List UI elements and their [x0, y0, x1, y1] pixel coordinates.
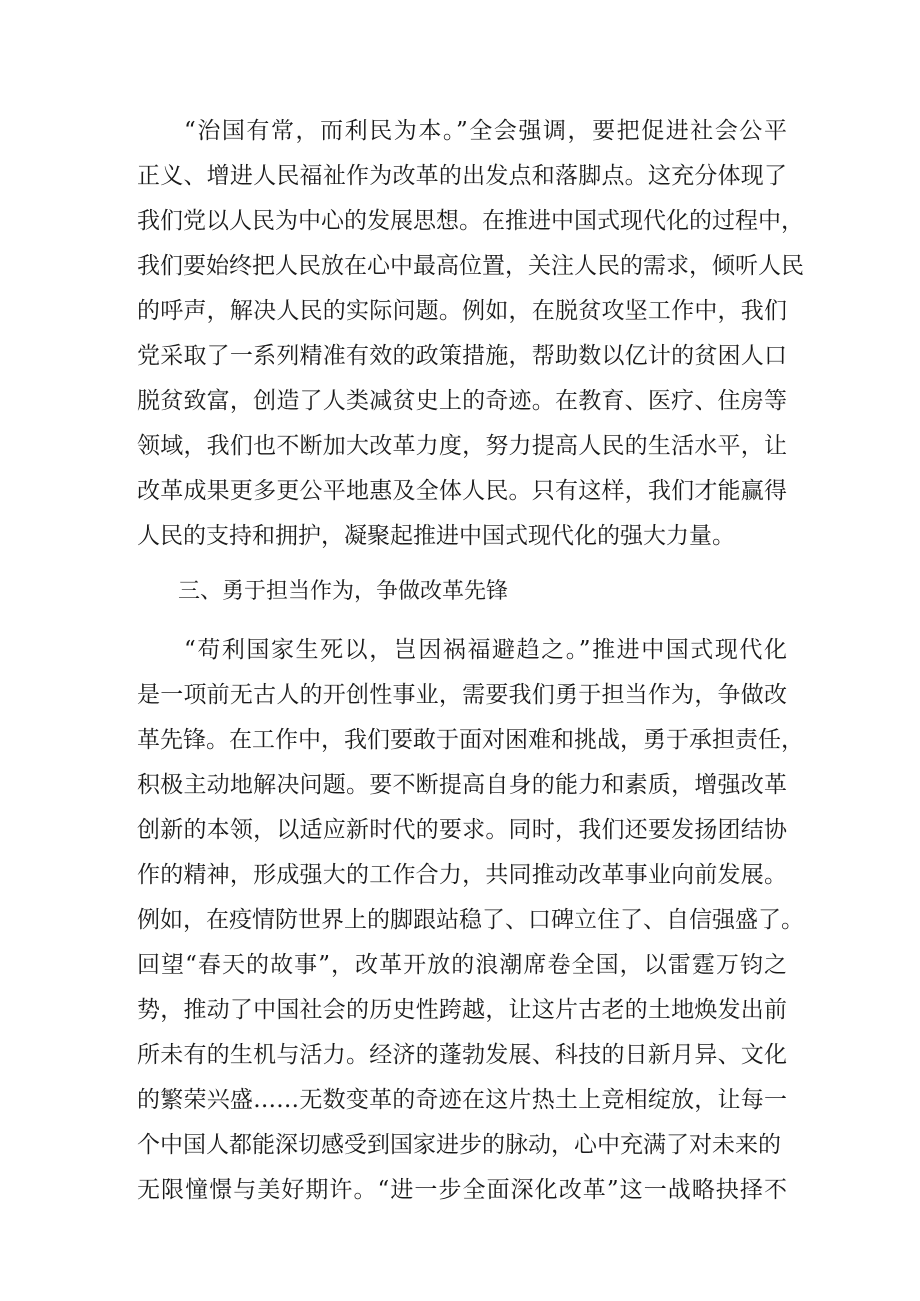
paragraph-line: 例如，在疫情防世界上的脚跟站稳了、口碑立住了、自信强盛了。	[137, 907, 804, 933]
paragraph-line: 脱贫致富，创造了人类减贫史上的奇迹。在教育、医疗、住房等	[137, 388, 787, 414]
paragraph-line: 领域，我们也不断加大改革力度，努力提高人民的生活水平，让	[137, 433, 787, 459]
paragraph-line: 人民的支持和拥护，凝聚起推进中国式现代化的强大力量。	[137, 523, 735, 549]
paragraph-line: 是一项前无古人的开创性事业，需要我们勇于担当作为，争做改	[137, 682, 787, 708]
paragraph-line: 势，推动了中国社会的历史性跨越，让这片古老的土地焕发出前	[137, 997, 787, 1023]
paragraph-line: 我们要始终把人民放在心中最高位置，关注人民的需求，倾听人民	[137, 253, 804, 279]
paragraph-line: “苟利国家生死以，岂因祸福避趋之。”推进中国式现代化	[184, 637, 787, 663]
paragraph-line: 无限憧憬与美好期许。“进一步全面深化改革”这一战略抉择不	[137, 1177, 787, 1203]
section-heading: 三、勇于担当作为，争做改革先锋	[178, 579, 509, 604]
paragraph-line: 的繁荣兴盛……无数变革的奇迹在这片热土上竞相绽放，让每一	[137, 1087, 787, 1113]
paragraph-line: 作的精神，形成强大的工作合力，共同推动改革事业向前发展。	[137, 862, 787, 888]
paragraph-line: “治国有常，而利民为本。”全会强调，要把促进社会公平	[184, 118, 787, 144]
paragraph-line: 创新的本领，以适应新时代的要求。同时，我们还要发扬团结协	[137, 817, 787, 843]
paragraph-line: 的呼声，解决人民的实际问题。例如，在脱贫攻坚工作中，我们	[137, 298, 787, 324]
paragraph-line: 党采取了一系列精准有效的政策措施，帮助数以亿计的贫困人口	[137, 343, 787, 369]
paragraph-line: 积极主动地解决问题。要不断提高自身的能力和素质，增强改革	[137, 772, 787, 798]
paragraph-line: 回望“春天的故事”，改革开放的浪潮席卷全国，以雷霆万钧之	[137, 952, 787, 978]
paragraph-line: 改革成果更多更公平地惠及全体人民。只有这样，我们才能赢得	[137, 478, 787, 504]
paragraph-line: 个中国人都能深切感受到国家进步的脉动，心中充满了对未来的	[137, 1132, 781, 1158]
paragraph-line: 所未有的生机与活力。经济的蓬勃发展、科技的日新月异、文化	[137, 1042, 787, 1068]
paragraph-line: 我们党以人民为中心的发展思想。在推进中国式现代化的过程中，	[137, 208, 804, 234]
paragraph-line: 革先锋。在工作中，我们要敢于面对困难和挑战，勇于承担责任，	[137, 727, 804, 753]
paragraph-line: 正义、增进人民福祉作为改革的出发点和落脚点。这充分体现了	[137, 163, 787, 189]
